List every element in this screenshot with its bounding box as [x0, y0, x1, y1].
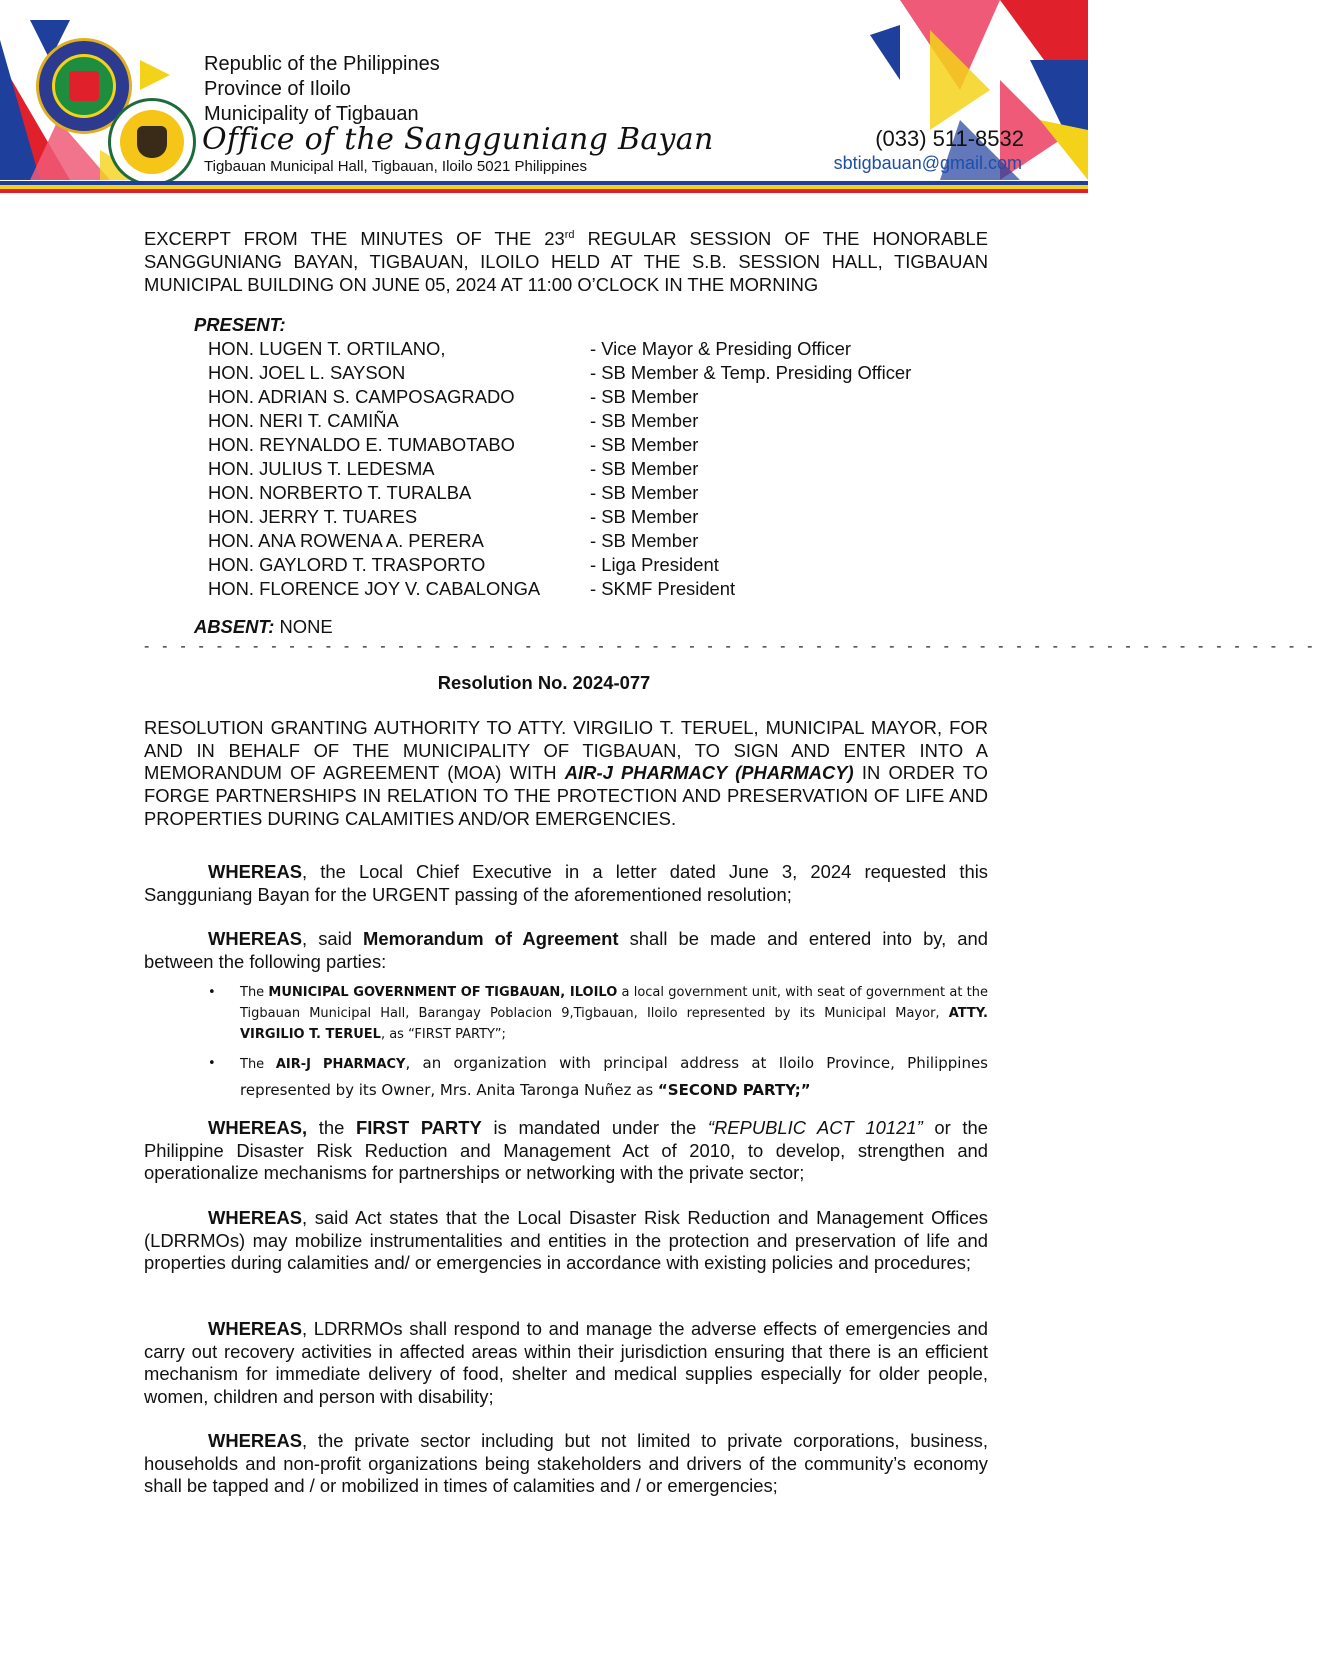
member-role: - SB Member [590, 434, 699, 455]
attendance-row [208, 433, 968, 457]
attendance-row [208, 577, 968, 601]
member-role: - SB Member [590, 530, 699, 551]
header-country: Republic of the Philippines [204, 53, 440, 75]
attendance-row [208, 529, 968, 553]
absent-line: ABSENT: NONE [194, 616, 333, 637]
attendance-row [208, 505, 968, 529]
member-name: HON. GAYLORD T. TRASPORTO [208, 554, 486, 575]
whereas-clause-6: WHEREAS, the private sector including but not limited to private corporations, business, households and non-profit organizations being stakeholders and drivers of the community’s economy shall be tapped and / or mobilized in times of calamities and / or emergencies; [144, 1430, 988, 1497]
minutes-excerpt: EXCERPT FROM THE MINUTES OF THE 23rd REGULAR SESSION OF THE HONORABLE SANGGUNIANG BAYAN, TIGBAUAN, ILOILO HELD AT THE S.B. SESSION HALL, TIGBAUAN MUNICIPAL BUILDING ON JUNE 05, 2024 AT 11:00 O’CLOCK IN THE MORNING [144, 228, 988, 296]
whereas-clause-2: WHEREAS, said Memorandum of Agreement shall be made and entered into by, and between the following parties: [144, 928, 988, 972]
attendance-row [208, 409, 968, 433]
header-province: Province of Iloilo [204, 78, 351, 100]
attendance-list [208, 337, 968, 601]
resolution-number: Resolution No. 2024-077 [437, 672, 651, 693]
attendance-row [208, 457, 968, 481]
header-color-stripes [0, 181, 1088, 193]
whereas-clause-5: WHEREAS, LDRRMOs shall respond to and manage the adverse effects of emergencies and carry out recovery activities in affected areas within their jurisdiction ensuring that there is an efficient mechanism for immediate delivery of food, shelter and medical supplies especially for older people, women, children and person with disability; [144, 1318, 988, 1408]
member-role: - Vice Mayor & Presiding Officer [590, 338, 851, 359]
header-email: sbtigbauan@gmail.com [833, 153, 1022, 173]
attendance-row [208, 361, 968, 385]
sangguniang-bayan-seal-icon [108, 98, 196, 186]
member-role: - SB Member [590, 386, 699, 407]
member-role: - SB Member [590, 506, 699, 527]
member-role: - SB Member [590, 482, 699, 503]
party-item: • The AIR-J PHARMACY, an organization with principal address at Iloilo Province, Philippines represented by its Owner, Mrs. Anita Taronga Nuñez as “SECOND PARTY;” [208, 1054, 988, 1099]
member-name: HON. NORBERTO T. TURALBA [208, 482, 472, 503]
member-name: HON. FLORENCE JOY V. CABALONGA [208, 578, 541, 599]
member-name: HON. NERI T. CAMIÑA [208, 410, 399, 431]
resolution-title-text: RESOLUTION GRANTING AUTHORITY TO ATTY. VIRGILIO T. TERUEL, MUNICIPAL MAYOR, FOR AND IN BEHALF OF THE MUNICIPALITY OF TIGBAUAN, TO SIGN AND ENTER INTO A MEMORANDUM OF AGREEMENT (MOA) WITH AIR-J PHARMACY (PHARMACY) IN ORDER TO FORGE PARTNERSHIPS IN RELATION TO THE PROTECTION AND PRESERVATION OF LIFE AND PROPERTIES DURING CALAMITIES AND/OR EMERGENCIES. [144, 717, 988, 829]
attendance-row [208, 385, 968, 409]
header-office-name: Office of the Sangguniang Bayan [202, 122, 714, 157]
member-role: - SB Member [590, 458, 699, 479]
whereas-clause-3: WHEREAS, the FIRST PARTY is mandated under the “REPUBLIC ACT 10121” or the Philippine Disaster Risk Reduction and Management Act of 2010, to develop, strengthen and operationalize mechanisms for partnerships or networking with the private sector; [144, 1117, 988, 1184]
section-divider: - - - - - - - - - - - - - - - - - - - - - - - - - - - - - - - - - - - - - - - - - - - - - - - - - - - - - - - - - - - - - - - - - [144, 638, 1317, 655]
parties-list [208, 982, 988, 1103]
member-role: - SKMF President [590, 578, 736, 599]
header-phone: (033) 511-8532 [875, 126, 1024, 151]
member-name: HON. ANA ROWENA A. PERERA [208, 530, 484, 551]
letterhead [0, 0, 1088, 200]
header-municipality: Municipality of Tigbauan [204, 103, 419, 125]
attendance-row [208, 553, 968, 577]
member-name: HON. REYNALDO E. TUMABOTABO [208, 434, 515, 455]
header-address: Tigbauan Municipal Hall, Tigbauan, Iloilo 5021 Philippines [204, 158, 588, 175]
attendance-row [208, 481, 968, 505]
whereas-clause-1: WHEREAS, the Local Chief Executive in a letter dated June 3, 2024 requested this Sangguniang Bayan for the URGENT passing of the aforementioned resolution; [144, 861, 988, 905]
attendance-row [208, 337, 968, 361]
member-name: HON. ADRIAN S. CAMPOSAGRADO [208, 386, 515, 407]
member-role: - Liga President [590, 554, 719, 575]
member-name: HON. JOEL L. SAYSON [208, 362, 406, 383]
member-role: - SB Member [590, 410, 699, 431]
member-name: HON. JERRY T. TUARES [208, 506, 418, 527]
member-name: HON. JULIUS T. LEDESMA [208, 458, 435, 479]
member-name: HON. LUGEN T. ORTILANO, [208, 338, 446, 359]
party-item: • The MUNICIPAL GOVERNMENT OF TIGBAUAN, ILOILO a local government unit, with seat of government at the Tigbauan Municipal Hall, Barangay Poblacion 9,Tigbauan, Iloilo represented by its Municipal Mayor, ATTY. VIRGILIO T. TERUEL, as “FIRST PARTY”; [208, 985, 989, 1042]
member-role: - SB Member & Temp. Presiding Officer [590, 362, 912, 383]
whereas-clause-4: WHEREAS, said Act states that the Local Disaster Risk Reduction and Management Offices (LDRRMOs) may mobilize instrumentalities and entities in the protection and preservation of life and properties during calamities and/ or emergencies in accordance with existing policies and procedures; [144, 1207, 988, 1274]
present-label: PRESENT: [194, 314, 286, 335]
